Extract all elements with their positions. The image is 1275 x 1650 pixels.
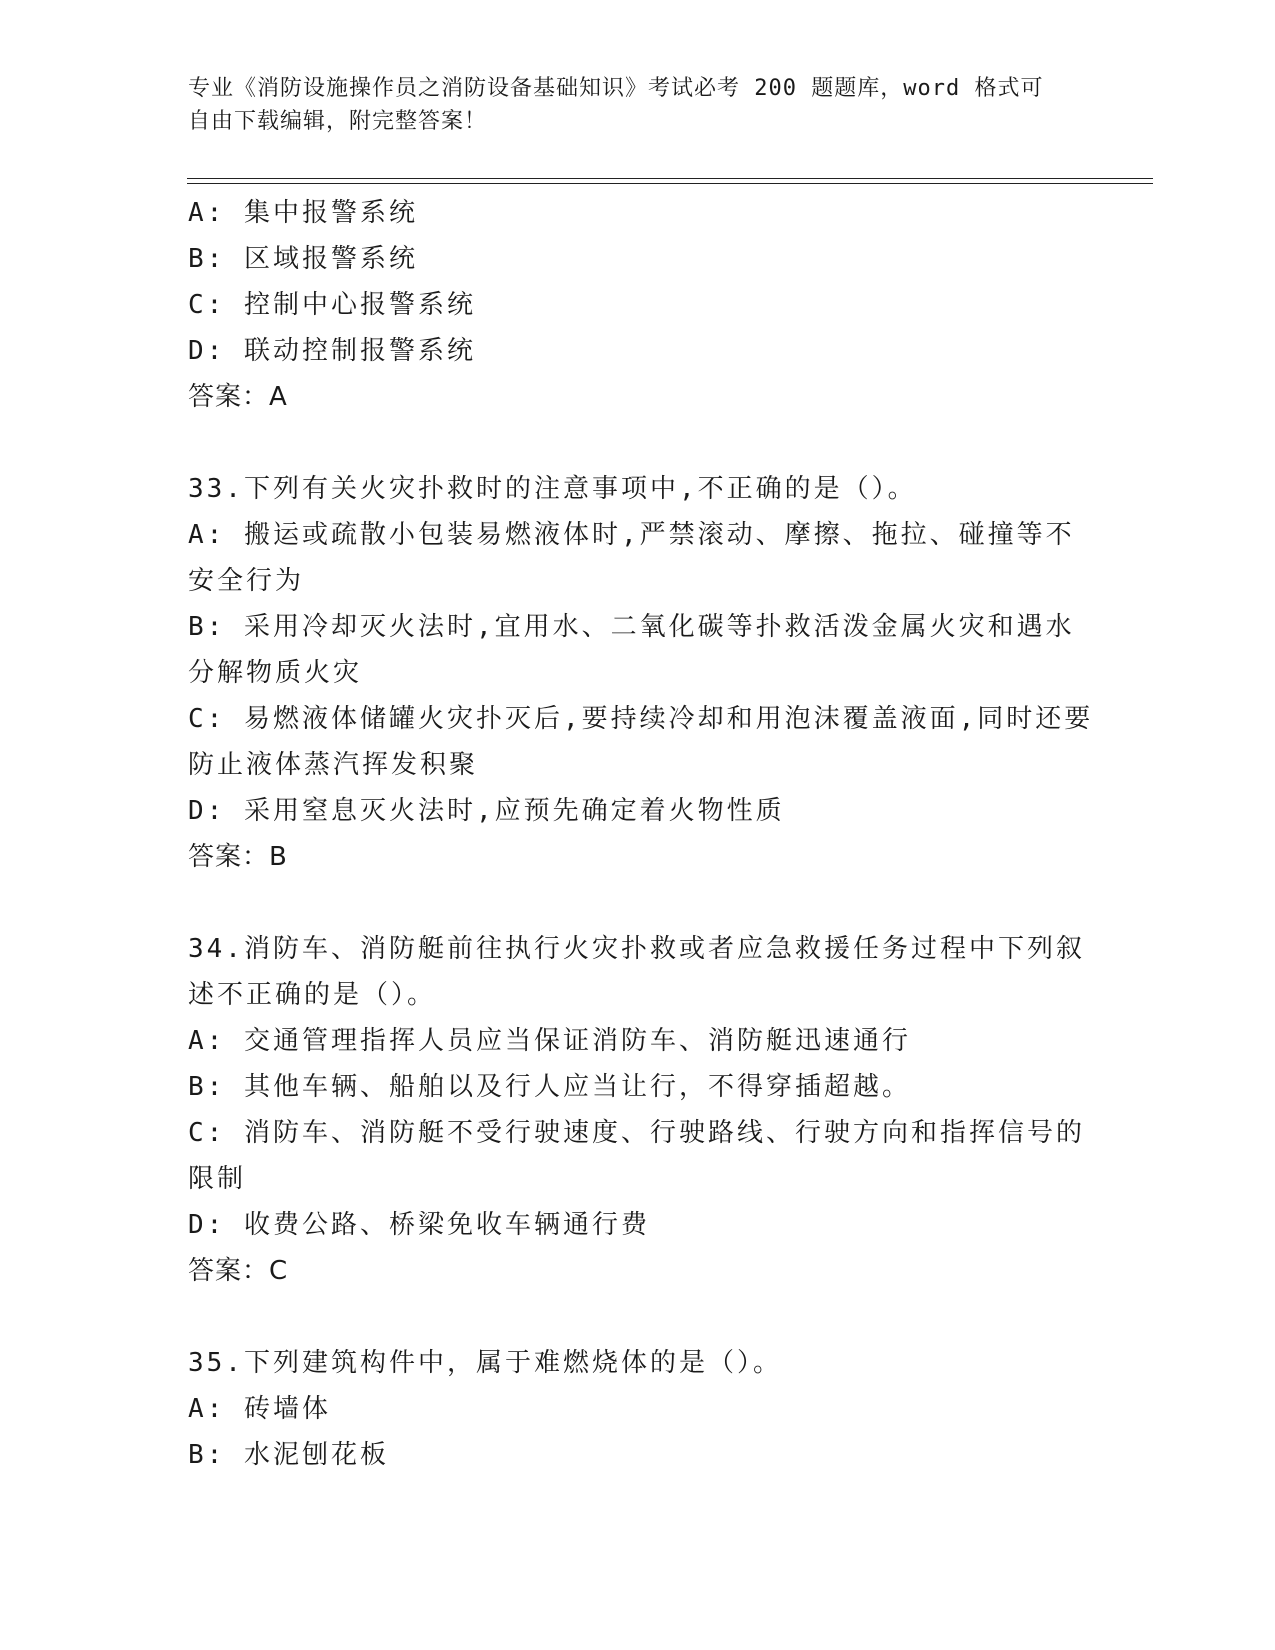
header-divider-bottom: [187, 183, 1153, 184]
question-35-block: [188, 1340, 1088, 1478]
question-34-block: [188, 926, 1088, 1294]
q33-option-a-line-2: 安全行为: [188, 566, 305, 596]
spacer: [188, 880, 1088, 926]
header-line-1: 专业《消防设施操作员之消防设备基础知识》考试必考 200 题题库，word 格式可: [188, 76, 1044, 101]
q32-option-d: D: 联动控制报警系统: [188, 336, 476, 366]
q32-option-a: A: 集中报警系统: [188, 198, 418, 228]
q33-option-a-line-1: A: 搬运或疏散小包装易燃液体时,严禁滚动、摩擦、拖拉、碰撞等不: [188, 520, 1075, 550]
q35-option-b: B: 水泥刨花板: [188, 1440, 389, 1470]
q34-option-c-line-1: C: 消防车、消防艇不受行驶速度、行驶路线、行驶方向和指挥信号的: [188, 1118, 1085, 1148]
q34-question-line-2: 述不正确的是（）。: [188, 980, 437, 1010]
header-divider-top: [187, 178, 1153, 179]
document-header: [188, 72, 1088, 138]
q34-option-d: D: 收费公路、桥梁免收车辆通行费: [188, 1210, 650, 1240]
question-33-block: [188, 466, 1094, 880]
q34-option-a: A: 交通管理指挥人员应当保证消防车、消防艇迅速通行: [188, 1026, 911, 1056]
q35-option-a: A: 砖墙体: [188, 1394, 331, 1424]
question-32-block: [188, 190, 1088, 420]
q32-answer: 答案：A: [188, 382, 288, 412]
q33-option-d: D: 采用窒息灭火法时,应预先确定着火物性质: [188, 796, 785, 826]
q33-option-b-line-2: 分解物质火灾: [188, 658, 363, 688]
q34-option-b: B: 其他车辆、船舶以及行人应当让行，不得穿插超越。: [188, 1072, 911, 1102]
q33-option-b-line-1: B: 采用冷却灭火法时,宜用水、二氧化碳等扑救活泼金属火灾和遇水: [188, 612, 1075, 642]
document-body: [188, 190, 1094, 1478]
q33-option-c-line-1: C: 易燃液体储罐火灾扑灭后,要持续冷却和用泡沫覆盖液面,同时还要: [188, 704, 1094, 734]
q33-option-c-line-2: 防止液体蒸汽挥发积聚: [188, 750, 479, 780]
q33-answer: 答案：B: [188, 842, 288, 872]
q35-question: 35.下列建筑构件中，属于难燃烧体的是（）。: [188, 1348, 782, 1378]
q34-question-line-1: 34.消防车、消防艇前往执行火灾扑救或者应急救援任务过程中下列叙: [188, 934, 1085, 964]
spacer: [188, 420, 1088, 466]
q32-option-c: C: 控制中心报警系统: [188, 290, 476, 320]
q33-question: 33.下列有关火灾扑救时的注意事项中,不正确的是（）。: [188, 474, 917, 504]
q34-answer: 答案：C: [188, 1256, 289, 1286]
spacer: [188, 1294, 1088, 1340]
q34-option-c-line-2: 限制: [188, 1164, 247, 1194]
header-line-2: 自由下载编辑，附完整答案！: [188, 109, 488, 134]
q32-option-b: B: 区域报警系统: [188, 244, 418, 274]
